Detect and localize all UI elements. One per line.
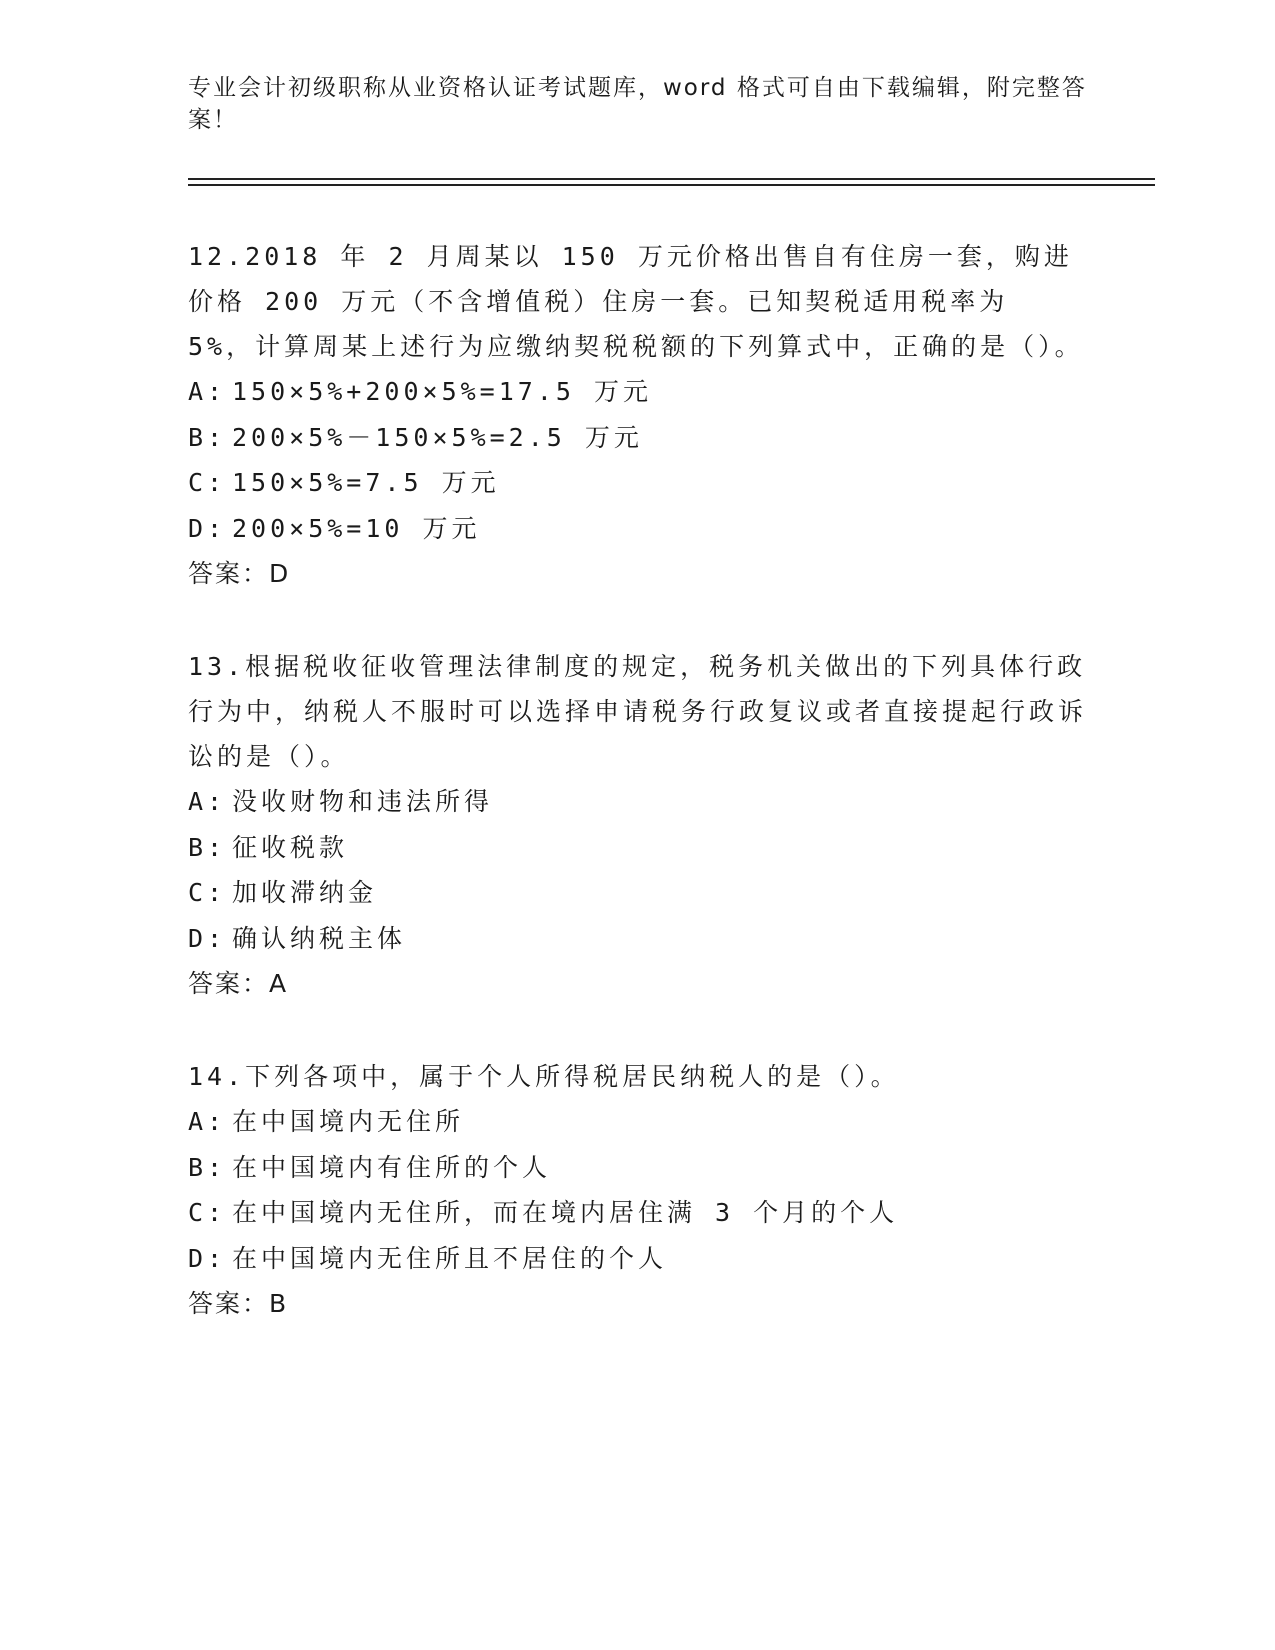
option-a: A: 150×5%+200×5%=17.5 万元	[188, 377, 652, 406]
header-divider-bottom	[188, 184, 1155, 186]
option-c: C: 在中国境内无住所，而在境内居住满 3 个月的个人	[188, 1198, 899, 1227]
question-stem: 13.根据税收征收管理法律制度的规定，税务机关做出的下列具体行政行为中，纳税人不服时可以选择申请税务行政复议或者直接提起行政诉讼的是（）。	[188, 652, 1088, 771]
option-b: B: 200×5%－150×5%=2.5 万元	[188, 422, 643, 452]
answer: 答案：D	[188, 559, 291, 588]
answer: 答案：B	[188, 1289, 289, 1318]
option-d: D: 确认纳税主体	[188, 923, 407, 953]
option-c: C: 150×5%=7.5 万元	[188, 468, 500, 497]
option-a: A: 在中国境内无住所	[188, 1107, 465, 1136]
option-b: B: 在中国境内有住所的个人	[188, 1152, 552, 1182]
option-a: A: 没收财物和违法所得	[188, 787, 494, 816]
question-14	[188, 1054, 1088, 1326]
question-stem: 12.2018 年 2 月周某以 150 万元价格出售自有住房一套，购进价格 200 万元（不含增值税）住房一套。已知契税适用税率为 5%，计算周某上述行为应缴纳契税税额的下列算式中，正确的是（）。	[188, 242, 1084, 361]
option-d: D: 在中国境内无住所且不居住的个人	[188, 1243, 668, 1273]
question-stem: 14.下列各项中，属于个人所得税居民纳税人的是（）。	[188, 1062, 900, 1091]
document-header: 专业会计初级职称从业资格认证考试题库，word 格式可自由下载编辑，附完整答案！	[188, 75, 1087, 133]
option-c: C: 加收滞纳金	[188, 878, 378, 907]
question-13	[188, 644, 1088, 1006]
answer: 答案：A	[188, 969, 289, 998]
header-divider-top	[188, 178, 1155, 180]
question-12	[188, 234, 1088, 596]
option-d: D: 200×5%=10 万元	[188, 513, 481, 543]
option-b: B: 征收税款	[188, 832, 349, 862]
